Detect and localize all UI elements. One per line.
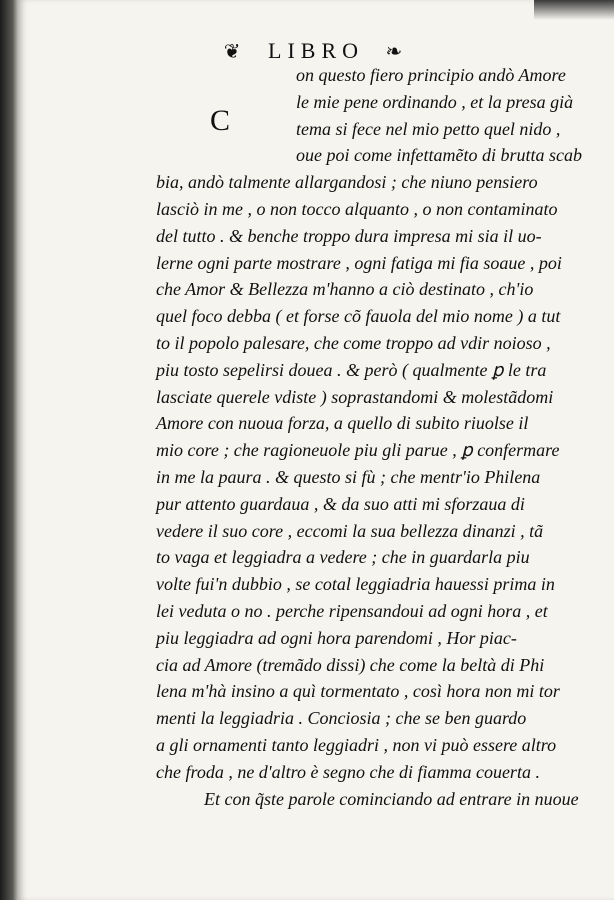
text-line: lasciò in me , o non tocco alquanto , o non contaminato bbox=[156, 198, 558, 219]
text-line: piu leggiadra ad ogni hora parendomi , Hor piac- bbox=[156, 627, 517, 648]
text-line: tema si fece nel mio petto quel nido , bbox=[296, 118, 561, 139]
page-corner-shadow bbox=[534, 0, 614, 20]
fleuron-icon: ❦ bbox=[223, 41, 247, 63]
text-line: pur attento guardaua , & da suo atti mi sforzaua di bbox=[156, 493, 525, 514]
text-line: to vaga et leggiadra a vedere ; che in guardarla piu bbox=[156, 547, 530, 568]
text-line: Amore con nuoua forza, a quello di subito riuolse il bbox=[156, 413, 529, 434]
text-line: quel foco debba ( et forse cõ fauola del mio nome ) a tut bbox=[156, 306, 561, 327]
text-line: mio core ; che ragioneuole piu gli parue , ꝑ confermare bbox=[156, 440, 560, 461]
text-line: to il popolo palesare, che come troppo ad vdir noioso , bbox=[156, 332, 551, 353]
text-line: volte fui'n dubbio , se cotal leggiadria hauessi prima in bbox=[156, 574, 555, 595]
body-text bbox=[156, 62, 596, 812]
book-page bbox=[18, 0, 614, 900]
running-header bbox=[18, 38, 614, 64]
text-line: lerne ogni parte mostrare , ogni fatiga mi fia soaue , poi bbox=[156, 252, 562, 273]
text-line: oue poi come infettamẽto di brutta scab bbox=[296, 145, 582, 166]
text-line: che froda , ne d'altro è segno che di fiamma couerta . bbox=[156, 761, 540, 782]
book-binding bbox=[0, 0, 18, 900]
text-line: del tutto . & benche troppo dura impresa mi sia il uo- bbox=[156, 225, 542, 246]
text-line: on questo fiero principio andò Amore bbox=[296, 65, 566, 85]
text-line: lasciate querele vdiste ) soprastandomi & molestãdomi bbox=[156, 386, 554, 407]
fleuron-icon: ❧ bbox=[385, 41, 409, 63]
text-line: lei veduta o no . perche ripensandoui ad ogni hora , et bbox=[156, 600, 548, 621]
text-line: menti la leggiadria . Conciosia ; che se ben guardo bbox=[156, 708, 527, 729]
text-line: in me la paura . & questo si fù ; che mentr'io Philena bbox=[156, 466, 541, 487]
header-title: LIBRO bbox=[268, 38, 364, 63]
text-line: a gli ornamenti tanto leggiadri , non vi può essere altro bbox=[156, 734, 557, 755]
text-line: cia ad Amore (tremãdo dissi) che come la beltà di Phi bbox=[156, 654, 545, 675]
text-line: vedere il suo core , eccomi la sua bellezza dinanzi , tã bbox=[156, 520, 544, 541]
drop-cap: C bbox=[210, 104, 231, 137]
text-line: le mie pene ordinando , et la presa già bbox=[296, 91, 574, 112]
text-line: bia, andò talmente allargandosi ; che niuno pensiero bbox=[156, 172, 538, 193]
text-line: che Amor & Bellezza m'hanno a ciò destinato , ch'io bbox=[156, 279, 534, 300]
text-line: Et con q̃ste parole cominciando ad entrare in nuoue bbox=[204, 788, 579, 809]
text-line: lena m'hà insino a quì tormentato , così hora non mi tor bbox=[156, 681, 560, 702]
text-line: piu tosto sepelirsi douea . & però ( qualmente ꝑ le tra bbox=[156, 359, 547, 380]
